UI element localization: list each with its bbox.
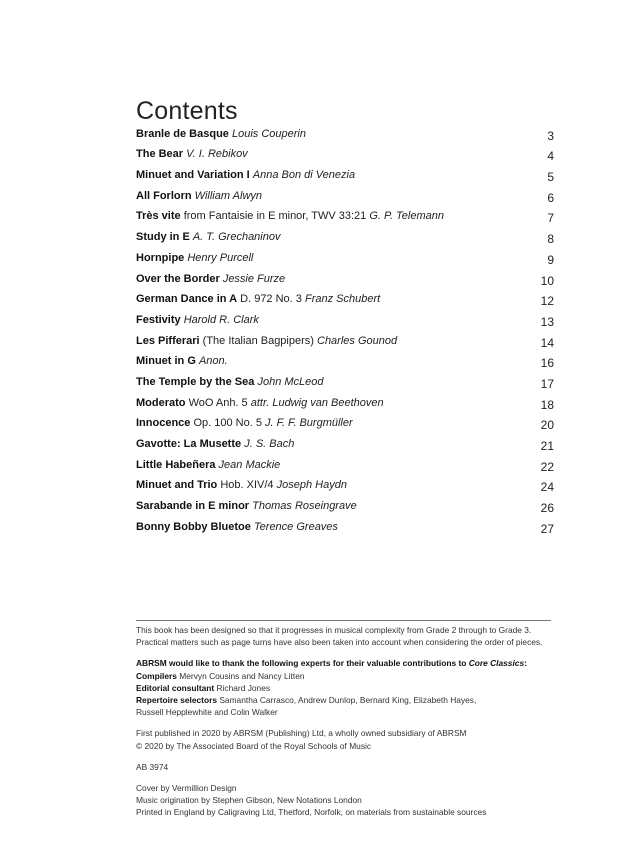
composer-name: Joseph Haydn <box>276 479 347 492</box>
page-number: 4 <box>547 149 554 164</box>
page-number: 13 <box>540 314 554 329</box>
piece-detail: D. 972 No. 3 <box>240 293 302 306</box>
entry-text <box>136 230 524 244</box>
composer-name: Henry Purcell <box>187 251 254 264</box>
composer-name: Franz Schubert <box>304 293 381 306</box>
composer-name: Anna Bon di Venezia <box>252 169 356 182</box>
piece-title: All Forlorn <box>136 189 192 202</box>
imprint <box>136 624 556 819</box>
composer-name: A. T. Grechaninov <box>192 231 281 244</box>
piece-title: Les Pifferari <box>136 334 200 347</box>
piece-title: Très vite <box>136 210 181 223</box>
contents-entry <box>136 182 554 203</box>
page-number: 18 <box>540 397 554 412</box>
piece-detail: (The Italian Bagpipers) <box>202 334 314 347</box>
page-number: 27 <box>540 521 554 536</box>
composer-name: J. F. F. Burgmüller <box>265 417 353 430</box>
contents-list <box>136 120 554 534</box>
piece-title: Over the Border <box>136 272 220 285</box>
contents-entry <box>136 141 554 162</box>
composer-name: William Alwyn <box>194 189 263 202</box>
piece-detail: WoO Anh. 5 <box>188 396 248 409</box>
contents-entry <box>136 306 554 327</box>
piece-title: Minuet and Trio <box>136 479 218 492</box>
divider <box>136 620 551 621</box>
page-number: 21 <box>540 439 554 453</box>
piece-title: Hornpipe <box>136 251 185 264</box>
entry-text <box>136 292 524 306</box>
entry-text <box>136 272 524 286</box>
entry-text <box>136 437 524 451</box>
page-number: 9 <box>547 252 554 267</box>
composer-name: Anon. <box>198 355 228 368</box>
composer-name: Harold R. Clark <box>183 313 259 326</box>
contents-entry <box>136 430 554 451</box>
entry-text <box>136 458 524 472</box>
composer-name: V. I. Rebikov <box>186 148 248 161</box>
page-number: 26 <box>540 501 554 516</box>
piece-title: Branle de Basque <box>136 127 229 140</box>
contents-entry <box>136 472 554 493</box>
entry-text <box>136 334 524 348</box>
page-title: Contents <box>136 96 238 125</box>
contents-entry <box>136 161 554 185</box>
contents-entry <box>136 265 554 286</box>
page-number: 10 <box>540 273 554 288</box>
page-number: 17 <box>540 376 554 391</box>
composer-name: Jean Mackie <box>218 458 281 471</box>
piece-title: Moderato <box>136 396 186 409</box>
piece-title: Minuet and Variation I <box>136 169 250 182</box>
page-number: 16 <box>540 356 554 371</box>
composer-name: G. P. Telemann <box>369 210 444 223</box>
composer-name: attr. Ludwig van Beethoven <box>250 396 384 409</box>
editorial-credit: Editorial consultant Richard Jones <box>136 682 271 693</box>
piece-title: Little Habeñera <box>136 458 216 471</box>
piece-title: German Dance in A <box>136 293 238 306</box>
page-number: 7 <box>547 211 554 226</box>
page-number: 20 <box>540 418 554 433</box>
piece-title: Sarabande in E minor <box>136 500 250 513</box>
publication-info: First published in 2020 by ABRSM (Publishing) Ltd, a wholly owned subsidiary of ABRSM © 2020 by The Associated Board of the Royal Schools of Music <box>136 728 467 751</box>
contents-entry <box>136 203 554 224</box>
piece-title: Innocence <box>136 417 191 430</box>
piece-detail: Hob. XIV/4 <box>220 479 274 492</box>
page-number: 12 <box>540 294 554 309</box>
page-number: 24 <box>540 480 554 495</box>
contents-entry <box>136 513 554 534</box>
page-number: 14 <box>540 335 554 350</box>
contents-entry <box>136 389 554 410</box>
composer-name: J. S. Bach <box>244 438 295 450</box>
contents-entry <box>136 244 554 265</box>
piece-detail: Op. 100 No. 5 <box>193 417 262 430</box>
contents-entry <box>136 348 554 369</box>
contents-entry <box>136 327 554 348</box>
contents-entry <box>136 286 554 307</box>
contents-entry <box>136 368 554 389</box>
composer-name: John McLeod <box>257 375 324 388</box>
contents-entry <box>136 223 554 247</box>
entry-text <box>136 520 524 534</box>
composer-name: Thomas Roseingrave <box>252 500 357 513</box>
composer-name: Jessie Furze <box>222 272 286 285</box>
entry-text <box>136 209 524 223</box>
entry-text <box>136 499 524 513</box>
composer-name: Louis Couperin <box>231 127 306 140</box>
piece-detail: from Fantaisie in E minor, TWV 33:21 <box>183 210 367 223</box>
page-number: 22 <box>540 459 554 474</box>
entry-text <box>136 251 524 265</box>
piece-title: The Bear <box>136 148 184 161</box>
page-number: 5 <box>547 170 554 185</box>
composer-name: Charles Gounod <box>317 334 398 347</box>
contents-entry <box>136 451 554 472</box>
production-credits: Cover by Vermillion Design Music origination by Stephen Gibson, New Notations London Printed in England by Caligraving Ltd, Thetford, Norfolk, on materials from sustainable sources <box>136 783 487 818</box>
entry-text <box>136 189 524 203</box>
entry-text <box>136 375 524 389</box>
catalogue-code: AB 3974 <box>136 761 169 772</box>
entry-text <box>136 354 524 368</box>
entry-text <box>136 416 524 430</box>
compilers-credit: Compilers Mervyn Cousins and Nancy Litten <box>136 670 305 681</box>
intro-text: This book has been designed so that it progresses in musical complexity from Grade 2 through to Grade 3. Practical matters such as page turns have also been taken into account when considering the order of pieces. <box>136 625 543 648</box>
composer-name: Terence Greaves <box>253 520 338 533</box>
entry-text <box>136 147 524 161</box>
page-number: 8 <box>547 232 554 247</box>
piece-title: Study in E <box>136 231 190 244</box>
acknowledgements: ABRSM would like to thank the following experts for their valuable contributions to Core Classics: <box>136 658 527 669</box>
entry-text <box>136 313 524 327</box>
entry-text <box>136 168 524 182</box>
contents-entry <box>136 120 554 141</box>
page-number: 6 <box>547 190 554 205</box>
piece-title: Minuet in G <box>136 355 196 368</box>
entry-text <box>136 127 524 141</box>
piece-title: Gavotte: La Musette <box>136 438 242 450</box>
contents-entry <box>136 492 554 516</box>
contents-entry <box>136 410 554 431</box>
page-number: 3 <box>547 128 554 143</box>
entry-text <box>136 478 524 492</box>
entry-text <box>136 396 524 410</box>
piece-title: Bonny Bobby Bluetoe <box>136 520 251 533</box>
piece-title: The Temple by the Sea <box>136 375 255 388</box>
repertoire-credit: Repertoire selectors Samantha Carrasco, Andrew Dunlop, Bernard King, Elizabeth Hayes, Russell Hepplewhite and Colin Walker <box>136 695 477 718</box>
piece-title: Festivity <box>136 313 181 326</box>
